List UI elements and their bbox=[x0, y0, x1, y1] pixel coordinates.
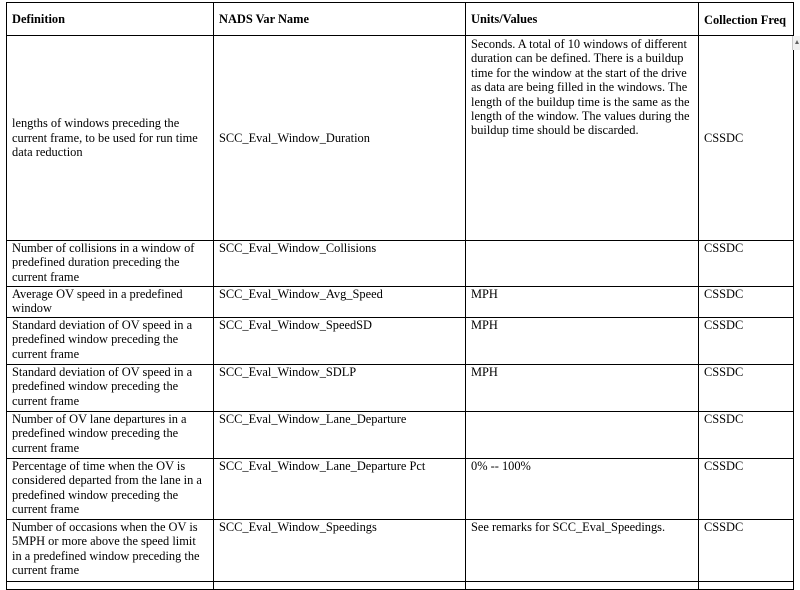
cell-freq: CSSDC bbox=[699, 365, 794, 412]
variable-definition-table bbox=[6, 2, 794, 590]
table-row bbox=[7, 241, 794, 287]
cell-units: See remarks for SCC_Eval_Speedings. bbox=[466, 520, 699, 582]
cell-var-name: SCC_Eval_Window_Avg_Speed bbox=[214, 287, 466, 318]
cell-units: MPH bbox=[466, 287, 699, 318]
cell-definition: lengths of windows preceding the current frame, to be used for run time data reduction bbox=[7, 36, 214, 241]
cell-freq: CSSDC bbox=[699, 241, 794, 287]
table-header-row bbox=[7, 3, 794, 36]
cell-var-name: SCC_Eval_Window_Lane_Departure bbox=[214, 412, 466, 459]
cell-var-name: SCC_Eval_Window_SDLP bbox=[214, 365, 466, 412]
cell-units: Seconds. A total of 10 windows of different duration can be defined. There is a buildup time for the window at the start of the drive as data are being filled in the windows. The length of the buildup time is the same as the length of the window. The values during the buildup time should be discarded. bbox=[466, 36, 699, 241]
cell-definition: Number of occasions when the OV is 5MPH or more above the speed limit in a predefined window preceding the current frame bbox=[7, 520, 214, 582]
cell-definition: Standard deviation of OV speed in a predefined window preceding the current frame bbox=[7, 365, 214, 412]
cell-var-name: SCC_Eval_Window_Collisions bbox=[214, 241, 466, 287]
table-row bbox=[7, 459, 794, 520]
cell-var-name: SCC_Eval_Window_SpeedSD bbox=[214, 318, 466, 365]
cell-freq: CSSDC bbox=[699, 287, 794, 318]
cell-definition: Standard deviation of OV speed in a predefined window preceding the current frame bbox=[7, 318, 214, 365]
cell-units: MPH bbox=[466, 318, 699, 365]
header-nads-var-name: NADS Var Name bbox=[214, 3, 466, 36]
scrollbar[interactable] bbox=[792, 36, 800, 50]
table-row-partial bbox=[7, 582, 794, 590]
cell-freq: CSSDC bbox=[699, 318, 794, 365]
cell-var-name: SCC_Eval_Window_Lane_Departure Pct bbox=[214, 459, 466, 520]
cell-var-name: SCC_Eval_Window_Speedings bbox=[214, 520, 466, 582]
cell-units bbox=[466, 412, 699, 459]
table-row bbox=[7, 520, 794, 582]
table-row bbox=[7, 287, 794, 318]
header-collection-freq: Collection Freq bbox=[699, 3, 794, 36]
table-row bbox=[7, 365, 794, 412]
cell-freq: CSSDC bbox=[699, 412, 794, 459]
table-row bbox=[7, 318, 794, 365]
cell-freq: CSSDC bbox=[699, 36, 794, 241]
cell-definition: Number of OV lane departures in a predefined window preceding the current frame bbox=[7, 412, 214, 459]
cell-definition: Average OV speed in a predefined window bbox=[7, 287, 214, 318]
cell-freq: CSSDC bbox=[699, 459, 794, 520]
cell-definition: Number of collisions in a window of predefined duration preceding the current frame bbox=[7, 241, 214, 287]
table-row bbox=[7, 36, 794, 241]
cell-units bbox=[466, 241, 699, 287]
cell-units: 0% -- 100% bbox=[466, 459, 699, 520]
cell-units: MPH bbox=[466, 365, 699, 412]
cell-freq: CSSDC bbox=[699, 520, 794, 582]
cell-definition: Percentage of time when the OV is considered departed from the lane in a predefined window preceding the current frame bbox=[7, 459, 214, 520]
scroll-up-arrow-icon[interactable] bbox=[795, 40, 799, 44]
cell-var-name: SCC_Eval_Window_Duration bbox=[214, 36, 466, 241]
table-row bbox=[7, 412, 794, 459]
header-definition: Definition bbox=[7, 3, 214, 36]
header-units-values: Units/Values bbox=[466, 3, 699, 36]
